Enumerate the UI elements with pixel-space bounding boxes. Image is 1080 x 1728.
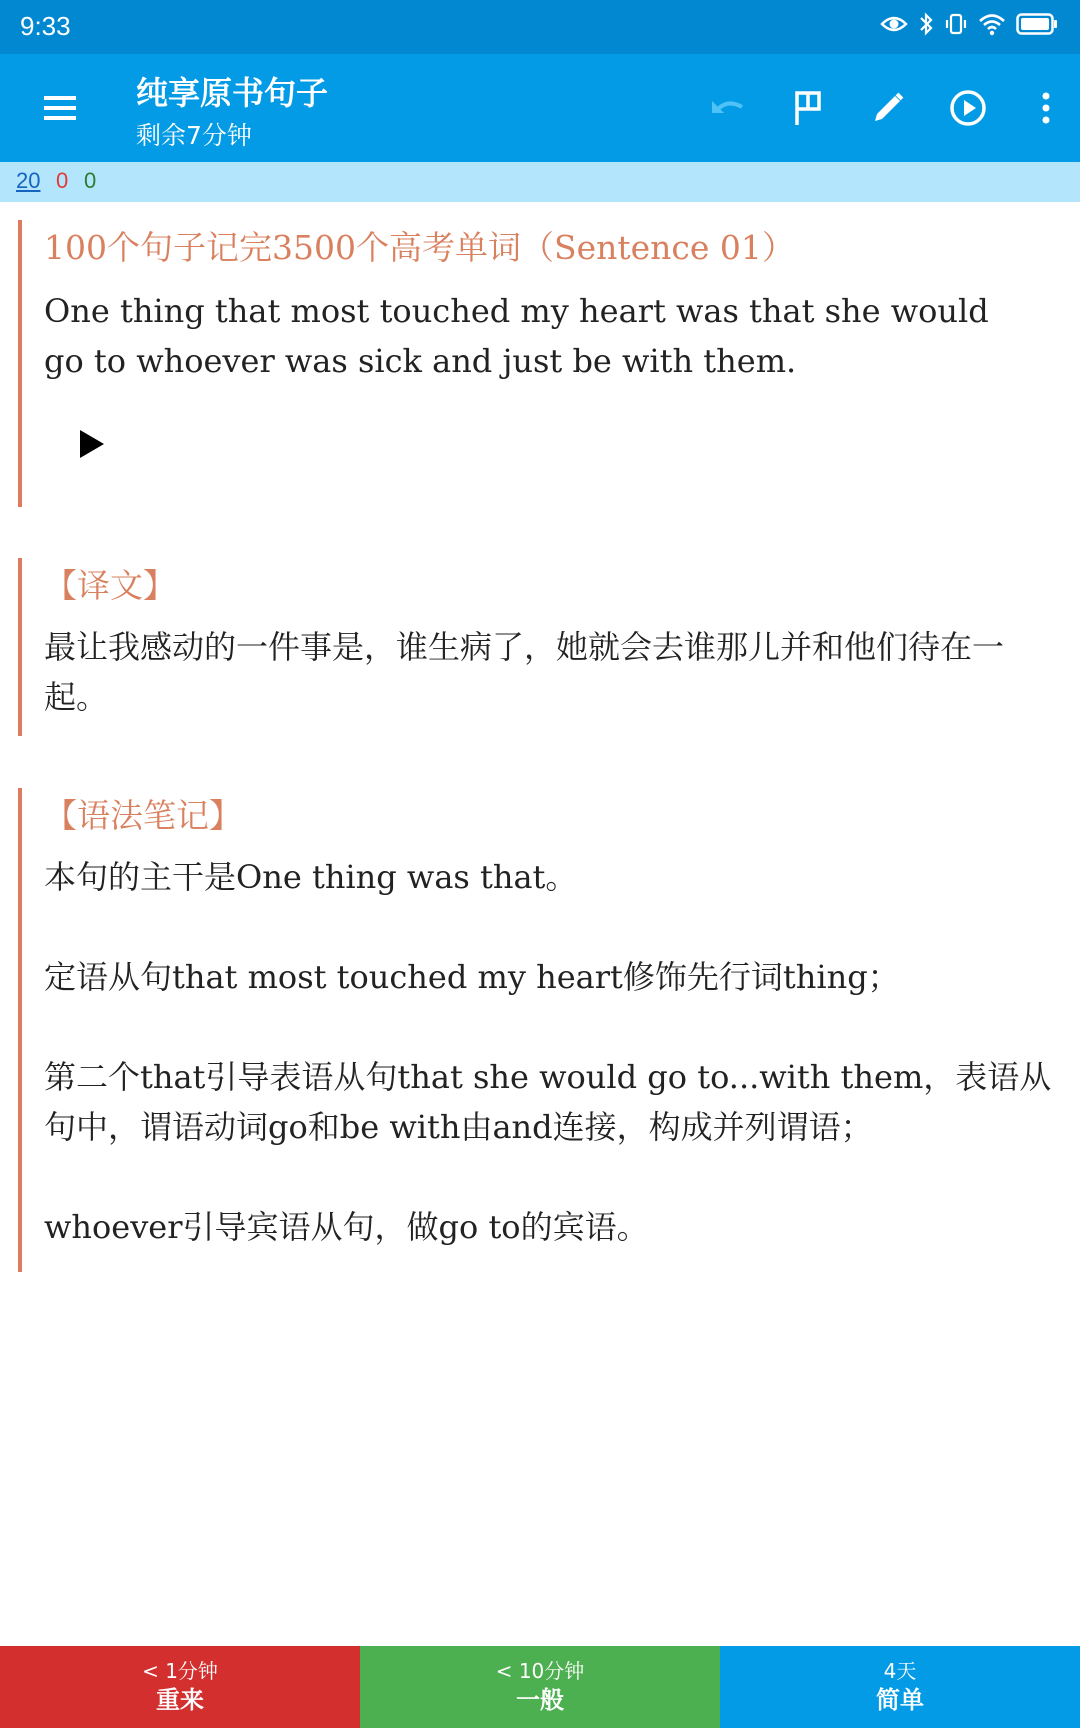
wifi-icon bbox=[978, 12, 1006, 36]
status-bar bbox=[0, 0, 1080, 54]
more-options-button[interactable] bbox=[1036, 84, 1056, 132]
english-sentence: One thing that most touched my heart was that she would go to whoever was sick and just be with them. bbox=[44, 292, 989, 380]
again-button[interactable] bbox=[0, 1646, 360, 1728]
good-label: 一般 bbox=[516, 1686, 564, 1714]
app-bar bbox=[0, 54, 1080, 162]
undo-icon bbox=[708, 93, 748, 123]
deck-title: 纯享原书句子 bbox=[136, 74, 329, 112]
play-circle-icon bbox=[948, 88, 988, 128]
grammar-heading: 【语法笔记】 bbox=[44, 796, 242, 835]
grammar-note: 本句的主干是One thing was that。 bbox=[44, 858, 578, 896]
easy-button[interactable] bbox=[720, 1646, 1080, 1728]
review-count: 0 bbox=[84, 168, 97, 193]
answer-buttons-bar bbox=[0, 1646, 1080, 1728]
time-remaining: 剩余7分钟 bbox=[136, 121, 252, 150]
new-count: 20 bbox=[16, 168, 41, 193]
good-button[interactable] bbox=[360, 1646, 720, 1728]
good-interval: < 10分钟 bbox=[495, 1659, 585, 1683]
edit-button[interactable] bbox=[864, 84, 912, 132]
again-label: 重来 bbox=[156, 1686, 204, 1714]
easy-label: 简单 bbox=[876, 1686, 924, 1714]
battery-icon bbox=[1016, 12, 1058, 36]
grammar-note: 第二个that引导表语从句that she would go to...with them，表语从句中，谓语动词go和be with由and连接，构成并列谓语； bbox=[44, 1058, 1052, 1146]
undo-button[interactable] bbox=[704, 84, 752, 132]
vibrate-icon bbox=[944, 12, 968, 36]
flag-button[interactable] bbox=[784, 84, 832, 132]
toolbar-actions bbox=[672, 84, 1056, 132]
translation-section bbox=[18, 558, 1062, 736]
again-interval: < 1分钟 bbox=[142, 1659, 218, 1683]
easy-interval: 4天 bbox=[883, 1659, 917, 1683]
translation-text: 最让我感动的一件事是，谁生病了，她就会去谁那儿并和他们待在一起。 bbox=[44, 628, 1005, 716]
play-icon bbox=[72, 424, 112, 464]
translation-heading: 【译文】 bbox=[44, 566, 176, 605]
status-icons bbox=[880, 12, 1058, 36]
grammar-note: whoever引导宾语从句，做go to的宾语。 bbox=[44, 1208, 649, 1246]
grammar-section bbox=[18, 788, 1062, 1272]
more-vert-icon bbox=[1041, 91, 1051, 125]
edit-icon bbox=[870, 90, 906, 126]
status-time: 9:33 bbox=[20, 11, 71, 41]
flag-icon bbox=[791, 89, 825, 127]
play-audio-button[interactable] bbox=[72, 424, 112, 464]
menu-button[interactable] bbox=[40, 90, 80, 126]
card-title: 100个句子记完3500个高考单词（Sentence 01） bbox=[44, 228, 795, 267]
sentence-section bbox=[18, 220, 1062, 507]
grammar-note: 定语从句that most touched my heart修饰先行词thing； bbox=[44, 958, 900, 996]
replay-audio-button[interactable] bbox=[944, 84, 992, 132]
eye-icon bbox=[880, 13, 908, 35]
card-counts-bar bbox=[0, 162, 1080, 202]
learning-count: 0 bbox=[56, 168, 69, 193]
hamburger-menu-icon bbox=[40, 90, 80, 126]
bluetooth-icon bbox=[918, 12, 934, 36]
